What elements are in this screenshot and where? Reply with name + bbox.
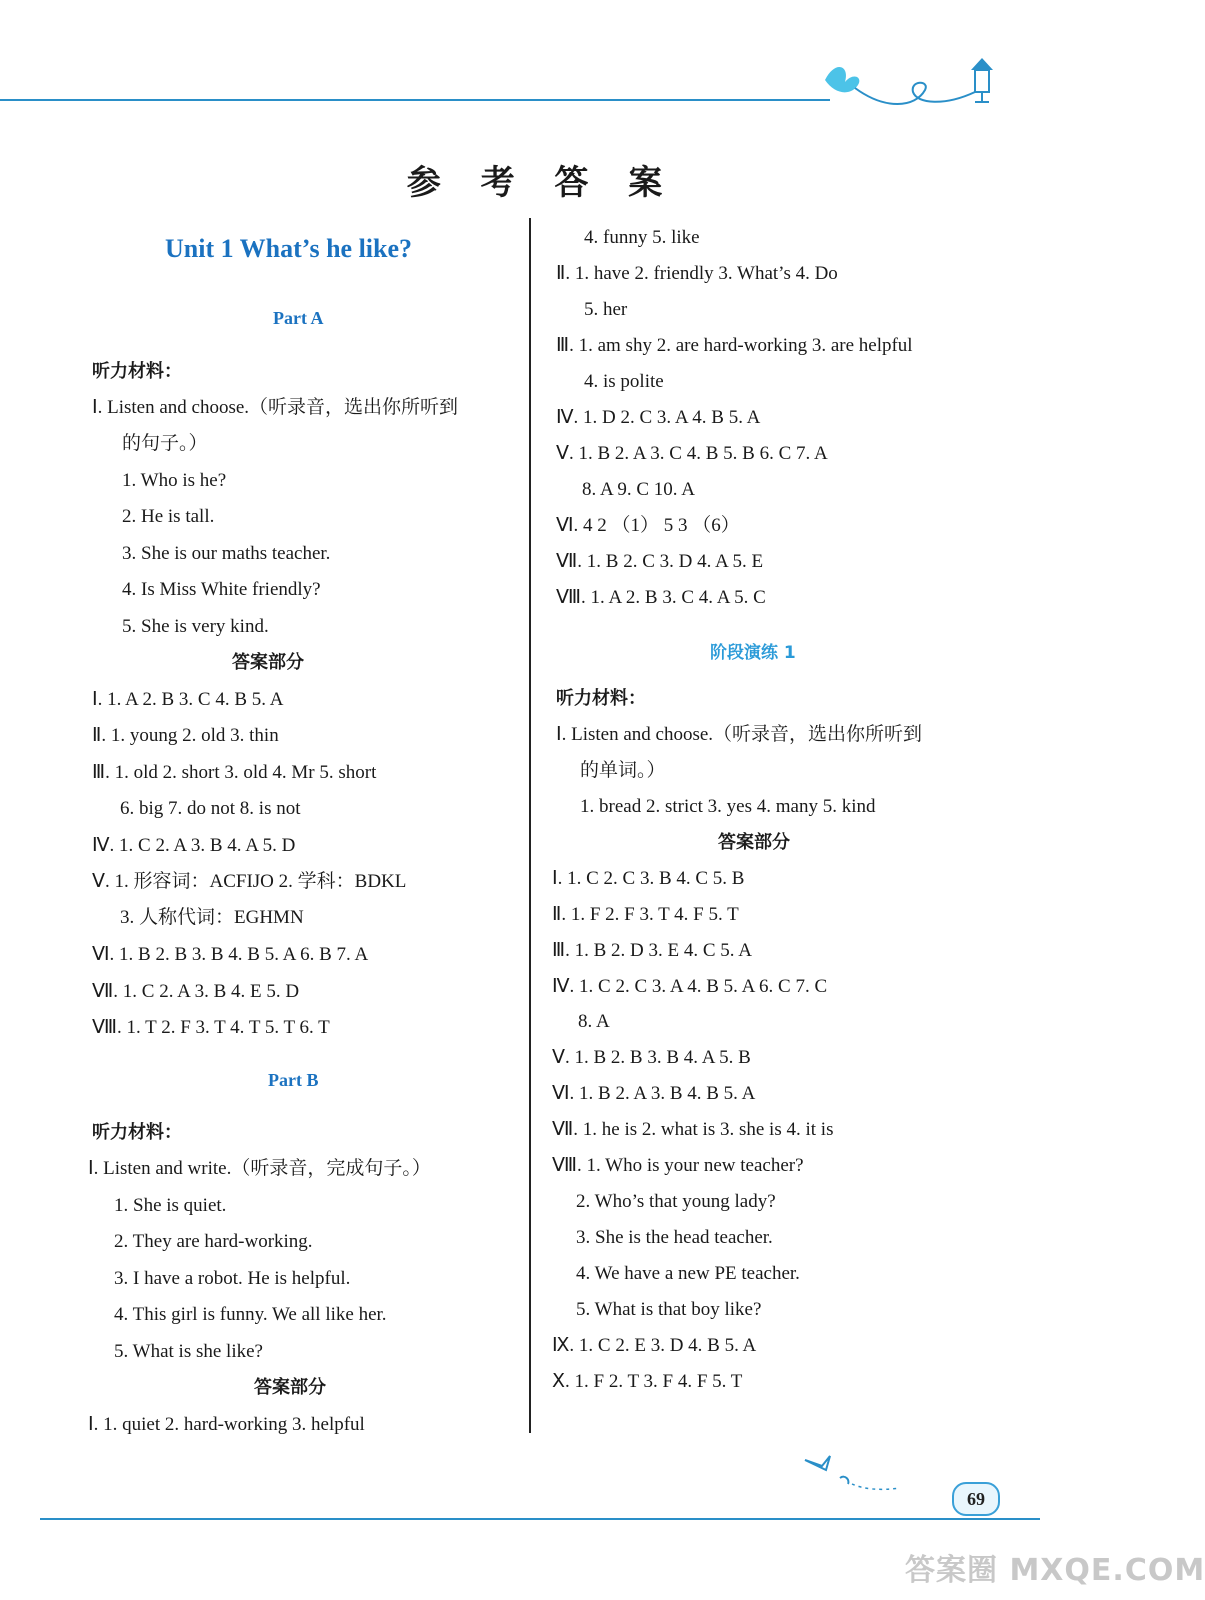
sentence-line: 1. She is quiet. (114, 1195, 227, 1216)
answer-line: Ⅳ. 1. C 2. A 3. B 4. A 5. D (92, 835, 296, 856)
header-rule (0, 99, 830, 101)
answer-line: 4. funny 5. like (584, 227, 700, 248)
answer-line: Ⅴ. 1. B 2. B 3. B 4. A 5. B (552, 1047, 751, 1068)
answer-line: Ⅱ. 1. have 2. friendly 3. What’s 4. Do (556, 263, 838, 284)
instruction-line: Ⅰ. Listen and write.（听录音，完成句子。） (88, 1158, 431, 1179)
sentence-line: 3. I have a robot. He is helpful. (114, 1268, 351, 1289)
answer-line: 5. her (584, 299, 628, 320)
answer-line: Ⅵ. 1. B 2. A 3. B 4. B 5. A (552, 1083, 756, 1104)
answer-line: Ⅳ. 1. D 2. C 3. A 4. B 5. A (556, 407, 761, 428)
answer-line: Ⅶ. 1. C 2. A 3. B 4. E 5. D (92, 981, 300, 1002)
answer-heading: 答案部分 (232, 652, 304, 673)
page-number: 69 (952, 1482, 1000, 1516)
answer-line: Ⅷ. 1. Who is your new teacher? (552, 1155, 804, 1176)
answer-line: 2. Who’s that young lady? (576, 1191, 776, 1212)
page-title: 参 考 答 案 (406, 163, 677, 203)
answer-line: 8. A 9. C 10. A (582, 479, 695, 500)
answer-line: 6. big 7. do not 8. is not (120, 798, 301, 819)
answer-line: Ⅲ. 1. B 2. D 3. E 4. C 5. A (552, 940, 752, 961)
answer-line: Ⅵ. 1. B 2. B 3. B 4. B 5. A 6. B 7. A (92, 944, 369, 965)
instruction-line: 的句子。） (122, 433, 208, 454)
instruction-line: Ⅰ. Listen and choose.（听录音，选出你所听到 (556, 724, 923, 745)
answer-line: 5. What is that boy like? (576, 1299, 762, 1320)
answer-line: Ⅱ. 1. F 2. F 3. T 4. F 5. T (552, 904, 739, 925)
part-a-heading: Part A (273, 308, 324, 328)
answer-line: Ⅶ. 1. B 2. C 3. D 4. A 5. E (556, 551, 764, 572)
answer-line: Ⅷ. 1. A 2. B 3. C 4. A 5. C (556, 587, 766, 608)
answer-line: Ⅴ. 1. B 2. A 3. C 4. B 5. B 6. C 7. A (556, 443, 828, 464)
answer-heading: 答案部分 (254, 1377, 326, 1398)
bird-icon (800, 1448, 910, 1494)
answer-line: Ⅲ. 1. am shy 2. are hard-working 3. are helpful (556, 335, 913, 356)
answer-line: 3. 人称代词：EGHMN (120, 907, 304, 928)
answer-line: Ⅵ. 4 2 （1） 5 3 （6） (556, 515, 740, 536)
stage-practice-heading: 阶段演练 1 (710, 643, 796, 663)
unit-title: Unit 1 What’s he like? (165, 234, 413, 263)
answer-line: Ⅰ. 1. A 2. B 3. C 4. B 5. A (92, 689, 284, 710)
column-divider (529, 218, 531, 1433)
footer-rule (40, 1518, 1040, 1520)
sentence-line: 3. She is our maths teacher. (122, 543, 331, 564)
instruction-line: Ⅰ. Listen and choose.（听录音，选出你所听到 (92, 397, 459, 418)
answer-line: Ⅴ. 1. 形容词：ACFIJO 2. 学科：BDKL (92, 871, 407, 892)
answer-line: 4. We have a new PE teacher. (576, 1263, 800, 1284)
answer-line: Ⅱ. 1. young 2. old 3. thin (92, 725, 279, 746)
answer-heading: 答案部分 (718, 832, 790, 853)
answer-line: Ⅰ. 1. C 2. C 3. B 4. C 5. B (552, 868, 745, 889)
sentence-line: 1. Who is he? (122, 470, 227, 491)
answer-line: Ⅰ. 1. quiet 2. hard-working 3. helpful (88, 1414, 365, 1435)
answer-line: 8. A (578, 1011, 610, 1032)
answer-line: Ⅸ. 1. C 2. E 3. D 4. B 5. A (552, 1335, 757, 1356)
sentence-line: 5. She is very kind. (122, 616, 269, 637)
sentence-line: 2. They are hard-working. (114, 1231, 313, 1252)
answer-line: Ⅲ. 1. old 2. short 3. old 4. Mr 5. short (92, 762, 377, 783)
sentence-line: 4. Is Miss White friendly? (122, 579, 321, 600)
butterfly-lamp-icon (815, 40, 1015, 120)
sentence-line: 5. What is she like? (114, 1341, 263, 1362)
word-list-line: 1. bread 2. strict 3. yes 4. many 5. kind (580, 796, 876, 817)
answer-line: 3. She is the head teacher. (576, 1227, 773, 1248)
answer-line: Ⅶ. 1. he is 2. what is 3. she is 4. it is (552, 1119, 834, 1140)
sentence-line: 2. He is tall. (122, 506, 215, 527)
part-b-heading: Part B (268, 1070, 319, 1090)
answer-line: Ⅳ. 1. C 2. C 3. A 4. B 5. A 6. C 7. C (552, 976, 828, 997)
sentence-line: 4. This girl is funny. We all like her. (114, 1304, 387, 1325)
listening-heading: 听力材料： (92, 361, 182, 382)
listening-heading: 听力材料： (92, 1122, 182, 1143)
instruction-line: 的单词。） (580, 760, 666, 781)
watermark: 答案圈 MXQE.COM (905, 1553, 1205, 1588)
listening-heading: 听力材料： (556, 688, 646, 709)
answer-line: Ⅷ. 1. T 2. F 3. T 4. T 5. T 6. T (92, 1017, 330, 1038)
answer-line: 4. is polite (584, 371, 664, 392)
answer-line: Ⅹ. 1. F 2. T 3. F 4. F 5. T (552, 1371, 743, 1392)
